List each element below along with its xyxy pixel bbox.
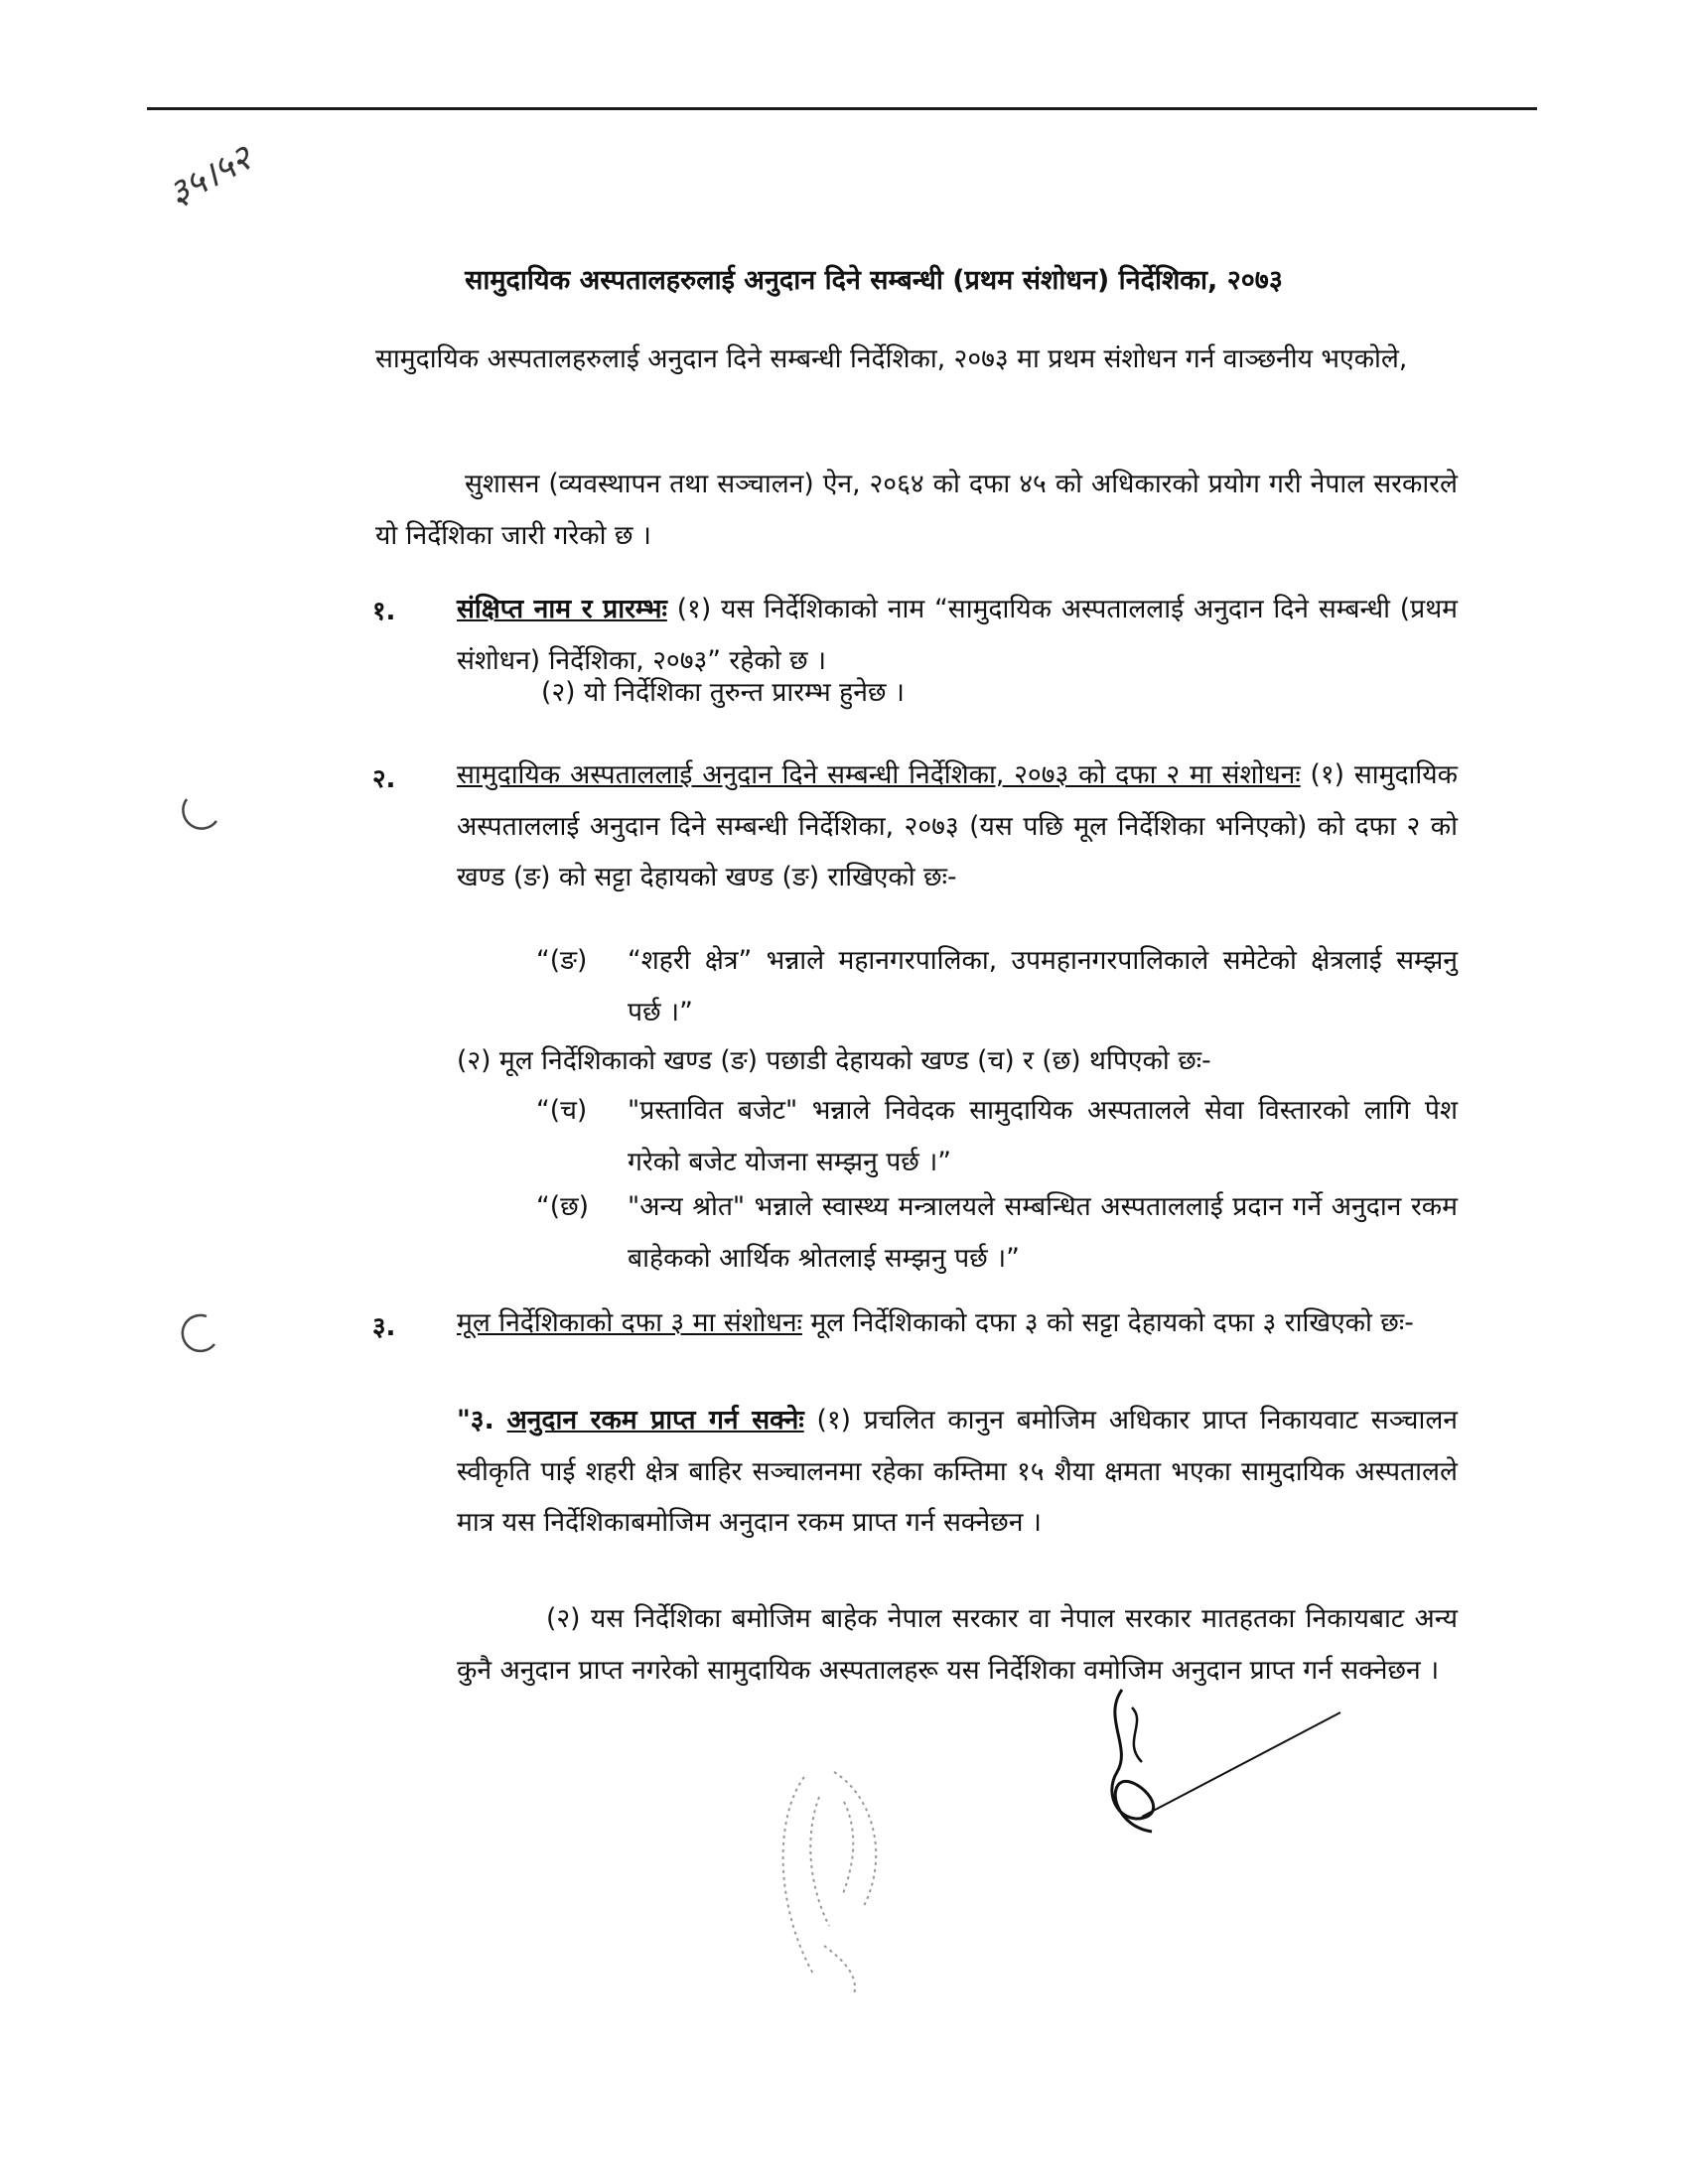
clause-cha	[536, 1085, 1458, 1187]
section-2-text: (१) सामुदायिक अस्पताललाई अनुदान दिने सम्बन्धी निर्देशिका, २०७३ (यस पछि मूल निर्देशिका भनिएको) को दफा २ को खण्ड (ङ) को सट्टा देहायको खण्ड (ङ) राखिएको छः-	[457, 759, 1458, 893]
clause-cha-text: "प्रस्तावित बजेट" भन्नाले निवेदक सामुदायिक अस्पतालले सेवा विस्तारको लागि पेश गरेको बजेट योजना सम्झनु पर्छ ।”	[628, 1095, 1458, 1177]
clause-chha-text: "अन्य श्रोत" भन्नाले स्वास्थ्य मन्त्रालयले सम्बन्धित अस्पताललाई प्रदान गर्ने अनुदान रकम बाहेकको आर्थिक श्रोतलाई सम्झनु पर्छ ।”	[628, 1191, 1458, 1274]
document-title: सामुदायिक अस्पतालहरुलाई अनुदान दिने सम्बन्धी (प्रथम संशोधन) निर्देशिका, २०७३	[465, 265, 1283, 296]
section-3-sub-2: (२) यस निर्देशिका बमोजिम बाहेक नेपाल सरकार वा नेपाल सरकार मातहतका निकायबाट अन्य कुनै अनुदान प्राप्त नगरेको सामुदायिक अस्पतालहरू यस निर्देशिका वमोजिम अनुदान प्राप्त गर्न सक्नेछन ।	[457, 1603, 1458, 1686]
faded-stamp	[765, 1757, 904, 2005]
quote-prefix: "३.	[457, 1405, 494, 1435]
clause-nga-text: “शहरी क्षेत्र” भन्नाले महानगरपालिका, उपमहानगरपालिकाले समेटेको क्षेत्रलाई सम्झनु पर्छ ।”	[628, 945, 1458, 1027]
section-3-quote	[457, 1395, 1458, 1549]
clause-nga-label: “(ङ)	[536, 945, 588, 976]
preamble-paragraph-1: सामुदायिक अस्पतालहरुलाई अनुदान दिने सम्बन्धी निर्देशिका, २०७३ मा प्रथम संशोधन गर्न वाञ्छनीय भएकोले,	[375, 343, 1408, 374]
signature	[1092, 1678, 1350, 1846]
punch-hole-mark	[177, 1310, 222, 1356]
section-2-heading: सामुदायिक अस्पताललाई अनुदान दिने सम्बन्धी निर्देशिका, २०७३ को दफा २ मा संशोधनः	[457, 759, 1301, 790]
quote-heading: अनुदान रकम प्राप्त गर्न सक्नेः	[506, 1405, 804, 1435]
punch-hole-mark	[179, 789, 224, 835]
section-3-text: मूल निर्देशिकाको दफा ३ को सट्टा देहायको दफा ३ राखिएको छः-	[810, 1307, 1414, 1338]
section-1-heading: संक्षिप्त नाम र प्रारम्भः	[457, 594, 667, 624]
clause-chha-label: “(छ)	[536, 1191, 589, 1222]
quote-text: (१) प्रचलित कानुन बमोजिम अधिकार प्राप्त निकायवाट सञ्चालन स्वीकृति पाई शहरी क्षेत्र बाहिर सञ्चालनमा रहेका कम्तिमा १५ शैया क्षमता भएका सामुदायिक अस्पतालले मात्र यस निर्देशिकाबमोजिम अनुदान रकम प्राप्त गर्न सक्नेछन ।	[457, 1405, 1458, 1539]
clause-cha-label: “(च)	[536, 1095, 588, 1126]
section-2-body	[457, 750, 1458, 903]
clause-nga	[536, 935, 1458, 1037]
section-3-heading: मूल निर्देशिकाको दफा ३ मा संशोधनः	[457, 1307, 802, 1338]
section-3-body	[457, 1297, 1458, 1349]
section-3-number: ३.	[372, 1312, 396, 1342]
section-1-sub-2: (२) यो निर्देशिका तुरुन्त प्रारम्भ हुनेछ ।	[541, 677, 905, 708]
handwritten-file-number: ३५।५२	[161, 137, 259, 215]
section-2-sub-2: (२) मूल निर्देशिकाको खण्ड (ङ) पछाडी देहायको खण्ड (च) र (छ) थपिएको छः-	[457, 1045, 1211, 1076]
section-1-text: (१) यस निर्देशिकाको नाम “सामुदायिक अस्पताललाई अनुदान दिने सम्बन्धी (प्रथम संशोधन) निर्देशिका, २०७३” रहेको छ ।	[457, 594, 1458, 676]
section-2-number: २.	[372, 764, 396, 794]
top-rule	[147, 107, 1537, 110]
preamble-paragraph-2: सुशासन (व्यवस्थापन तथा सञ्चालन) ऐन, २०६४ को दफा ४५ को अधिकारको प्रयोग गरी नेपाल सरकारले यो निर्देशिका जारी गरेको छ ।	[375, 469, 1458, 551]
section-1-number: १.	[372, 597, 396, 626]
clause-chha	[536, 1181, 1458, 1284]
